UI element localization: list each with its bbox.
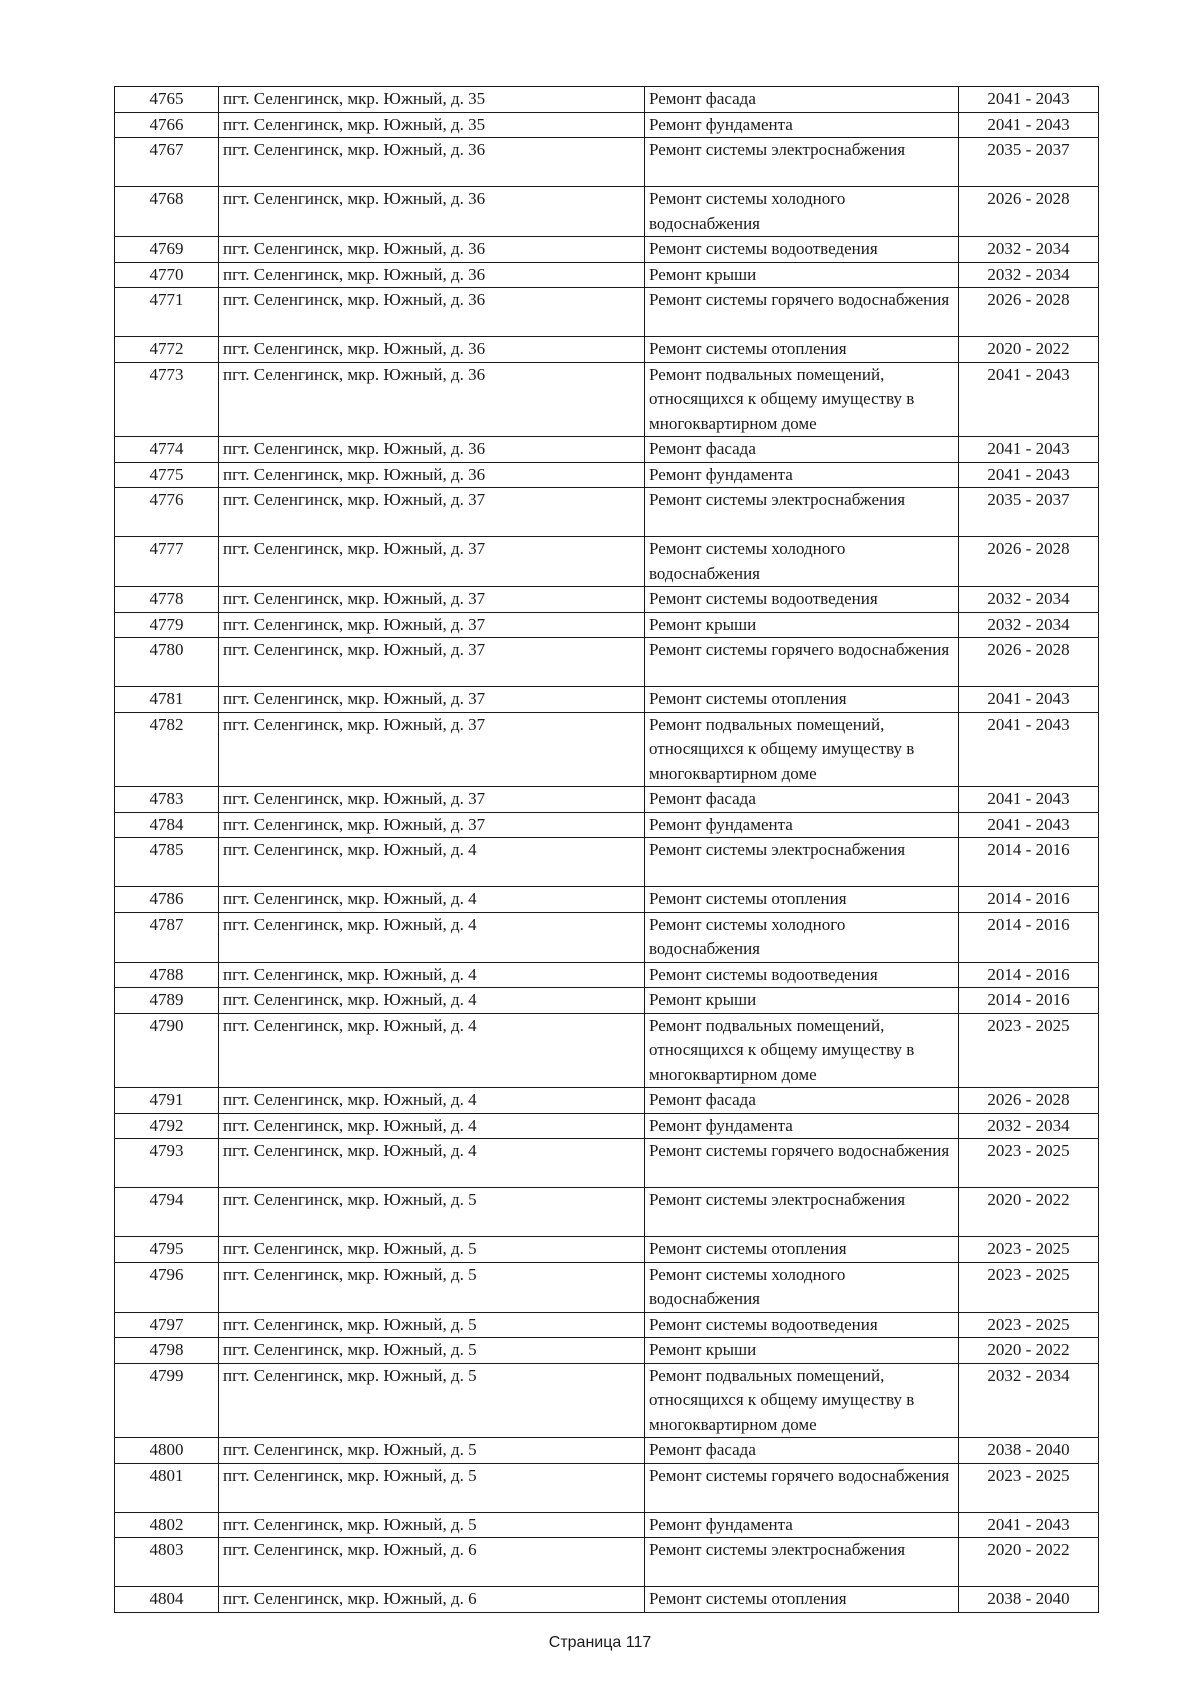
table-row: [115, 638, 1099, 687]
row-work-type: Ремонт системы электроснабжения: [645, 838, 959, 887]
row-address: пгт. Селенгинск, мкр. Южный, д. 4: [219, 1088, 645, 1114]
row-work-type: Ремонт системы горячего водоснабжения: [645, 1139, 959, 1188]
row-period: 2041 - 2043: [959, 362, 1099, 437]
row-period: 2014 - 2016: [959, 962, 1099, 988]
row-work-type: Ремонт системы холодного водоснабжения: [645, 1262, 959, 1312]
row-work-type: Ремонт фундамента: [645, 1512, 959, 1538]
row-number: 4777: [115, 537, 219, 587]
row-work-type: Ремонт фасада: [645, 1088, 959, 1114]
row-address: пгт. Селенгинск, мкр. Южный, д. 36: [219, 462, 645, 488]
row-work-type: Ремонт системы водоотведения: [645, 1312, 959, 1338]
table-row: [115, 87, 1099, 113]
row-period: 2038 - 2040: [959, 1587, 1099, 1613]
row-work-type: Ремонт системы отопления: [645, 887, 959, 913]
row-work-type: Ремонт фундамента: [645, 112, 959, 138]
row-period: 2026 - 2028: [959, 187, 1099, 237]
row-work-type: Ремонт системы горячего водоснабжения: [645, 1463, 959, 1512]
row-number: 4765: [115, 87, 219, 113]
row-work-type: Ремонт системы горячего водоснабжения: [645, 638, 959, 687]
row-work-type: Ремонт фасада: [645, 1438, 959, 1464]
table-row: [115, 462, 1099, 488]
table-row: [115, 912, 1099, 962]
table-row: [115, 1338, 1099, 1364]
row-work-type: Ремонт крыши: [645, 262, 959, 288]
row-address: пгт. Селенгинск, мкр. Южный, д. 36: [219, 237, 645, 263]
row-work-type: Ремонт подвальных помещений, относящихся к общему имуществу в многоквартирном доме: [645, 712, 959, 787]
row-address: пгт. Селенгинск, мкр. Южный, д. 36: [219, 138, 645, 187]
row-address: пгт. Селенгинск, мкр. Южный, д. 4: [219, 988, 645, 1014]
row-work-type: Ремонт системы отопления: [645, 687, 959, 713]
table-row: [115, 288, 1099, 337]
table-row: [115, 337, 1099, 363]
row-address: пгт. Селенгинск, мкр. Южный, д. 4: [219, 1013, 645, 1088]
row-period: 2041 - 2043: [959, 462, 1099, 488]
row-address: пгт. Селенгинск, мкр. Южный, д. 37: [219, 787, 645, 813]
row-number: 4780: [115, 638, 219, 687]
table-row: [115, 1088, 1099, 1114]
row-period: 2041 - 2043: [959, 1512, 1099, 1538]
table-row: [115, 587, 1099, 613]
table-row: [115, 1363, 1099, 1438]
table-body: [115, 87, 1099, 1613]
row-address: пгт. Селенгинск, мкр. Южный, д. 4: [219, 1113, 645, 1139]
row-period: 2023 - 2025: [959, 1312, 1099, 1338]
table-row: [115, 437, 1099, 463]
row-address: пгт. Селенгинск, мкр. Южный, д. 37: [219, 712, 645, 787]
row-number: 4797: [115, 1312, 219, 1338]
row-number: 4767: [115, 138, 219, 187]
row-number: 4766: [115, 112, 219, 138]
row-period: 2035 - 2037: [959, 488, 1099, 537]
row-period: 2035 - 2037: [959, 138, 1099, 187]
row-number: 4774: [115, 437, 219, 463]
row-number: 4799: [115, 1363, 219, 1438]
row-period: 2041 - 2043: [959, 87, 1099, 113]
row-number: 4789: [115, 988, 219, 1014]
table-row: [115, 962, 1099, 988]
row-number: 4796: [115, 1262, 219, 1312]
row-work-type: Ремонт системы водоотведения: [645, 237, 959, 263]
row-work-type: Ремонт системы водоотведения: [645, 962, 959, 988]
row-number: 4786: [115, 887, 219, 913]
table-row: [115, 1587, 1099, 1613]
row-work-type: Ремонт системы электроснабжения: [645, 1538, 959, 1587]
table-row: [115, 812, 1099, 838]
row-work-type: Ремонт фундамента: [645, 462, 959, 488]
row-number: 4771: [115, 288, 219, 337]
row-period: 2041 - 2043: [959, 437, 1099, 463]
table-row: [115, 887, 1099, 913]
row-work-type: Ремонт фундамента: [645, 812, 959, 838]
table-row: [115, 362, 1099, 437]
row-number: 4787: [115, 912, 219, 962]
row-address: пгт. Селенгинск, мкр. Южный, д. 4: [219, 962, 645, 988]
row-period: 2041 - 2043: [959, 787, 1099, 813]
row-work-type: Ремонт системы электроснабжения: [645, 488, 959, 537]
row-number: 4793: [115, 1139, 219, 1188]
row-address: пгт. Селенгинск, мкр. Южный, д. 5: [219, 1338, 645, 1364]
row-work-type: Ремонт фасада: [645, 437, 959, 463]
row-work-type: Ремонт системы холодного водоснабжения: [645, 537, 959, 587]
row-address: пгт. Селенгинск, мкр. Южный, д. 37: [219, 638, 645, 687]
row-period: 2038 - 2040: [959, 1438, 1099, 1464]
row-work-type: Ремонт системы электроснабжения: [645, 1188, 959, 1237]
row-number: 4785: [115, 838, 219, 887]
row-address: пгт. Селенгинск, мкр. Южный, д. 5: [219, 1188, 645, 1237]
row-period: 2032 - 2034: [959, 1113, 1099, 1139]
row-address: пгт. Селенгинск, мкр. Южный, д. 6: [219, 1587, 645, 1613]
row-work-type: Ремонт системы холодного водоснабжения: [645, 187, 959, 237]
page-number: Страница 117: [548, 1634, 652, 1651]
table-row: [115, 488, 1099, 537]
row-work-type: Ремонт фасада: [645, 87, 959, 113]
table-row: [115, 612, 1099, 638]
row-work-type: Ремонт крыши: [645, 1338, 959, 1364]
row-number: 4804: [115, 1587, 219, 1613]
row-number: 4791: [115, 1088, 219, 1114]
row-address: пгт. Селенгинск, мкр. Южный, д. 36: [219, 262, 645, 288]
row-number: 4795: [115, 1237, 219, 1263]
row-work-type: Ремонт подвальных помещений, относящихся к общему имуществу в многоквартирном доме: [645, 1013, 959, 1088]
row-number: 4800: [115, 1438, 219, 1464]
table-row: [115, 1237, 1099, 1263]
table-row: [115, 787, 1099, 813]
row-number: 4782: [115, 712, 219, 787]
row-number: 4802: [115, 1512, 219, 1538]
row-work-type: Ремонт системы холодного водоснабжения: [645, 912, 959, 962]
row-period: 2041 - 2043: [959, 687, 1099, 713]
row-work-type: Ремонт крыши: [645, 612, 959, 638]
row-address: пгт. Селенгинск, мкр. Южный, д. 4: [219, 912, 645, 962]
table-row: [115, 838, 1099, 887]
table-row: [115, 1512, 1099, 1538]
row-number: 4769: [115, 237, 219, 263]
repair-schedule-table: [114, 86, 1099, 1613]
table-row: [115, 1013, 1099, 1088]
row-address: пгт. Селенгинск, мкр. Южный, д. 5: [219, 1512, 645, 1538]
row-number: 4773: [115, 362, 219, 437]
row-work-type: Ремонт подвальных помещений, относящихся к общему имуществу в многоквартирном доме: [645, 1363, 959, 1438]
row-period: 2014 - 2016: [959, 838, 1099, 887]
row-number: 4779: [115, 612, 219, 638]
table-row: [115, 187, 1099, 237]
row-number: 4803: [115, 1538, 219, 1587]
row-address: пгт. Селенгинск, мкр. Южный, д. 36: [219, 337, 645, 363]
table-row: [115, 1312, 1099, 1338]
row-work-type: Ремонт крыши: [645, 988, 959, 1014]
row-period: 2014 - 2016: [959, 912, 1099, 962]
row-period: 2020 - 2022: [959, 337, 1099, 363]
row-address: пгт. Селенгинск, мкр. Южный, д. 5: [219, 1237, 645, 1263]
row-address: пгт. Селенгинск, мкр. Южный, д. 35: [219, 112, 645, 138]
row-work-type: Ремонт фасада: [645, 787, 959, 813]
table-row: [115, 687, 1099, 713]
row-work-type: Ремонт системы отопления: [645, 1587, 959, 1613]
table-row: [115, 1463, 1099, 1512]
row-address: пгт. Селенгинск, мкр. Южный, д. 37: [219, 687, 645, 713]
row-number: 4792: [115, 1113, 219, 1139]
table-row: [115, 237, 1099, 263]
row-work-type: Ремонт системы электроснабжения: [645, 138, 959, 187]
row-number: 4768: [115, 187, 219, 237]
row-address: пгт. Селенгинск, мкр. Южный, д. 35: [219, 87, 645, 113]
table-row: [115, 1438, 1099, 1464]
row-period: 2014 - 2016: [959, 887, 1099, 913]
row-address: пгт. Селенгинск, мкр. Южный, д. 4: [219, 838, 645, 887]
table-row: [115, 537, 1099, 587]
row-work-type: Ремонт системы горячего водоснабжения: [645, 288, 959, 337]
row-address: пгт. Селенгинск, мкр. Южный, д. 5: [219, 1363, 645, 1438]
row-number: 4788: [115, 962, 219, 988]
table-row: [115, 1113, 1099, 1139]
row-period: 2032 - 2034: [959, 237, 1099, 263]
row-number: 4778: [115, 587, 219, 613]
row-period: 2023 - 2025: [959, 1262, 1099, 1312]
table-row: [115, 712, 1099, 787]
row-work-type: Ремонт системы отопления: [645, 337, 959, 363]
row-period: 2041 - 2043: [959, 112, 1099, 138]
table-row: [115, 1262, 1099, 1312]
table-row: [115, 1538, 1099, 1587]
row-period: 2023 - 2025: [959, 1463, 1099, 1512]
row-address: пгт. Селенгинск, мкр. Южный, д. 37: [219, 537, 645, 587]
row-address: пгт. Селенгинск, мкр. Южный, д. 37: [219, 488, 645, 537]
table-row: [115, 988, 1099, 1014]
row-address: пгт. Селенгинск, мкр. Южный, д. 6: [219, 1538, 645, 1587]
row-number: 4783: [115, 787, 219, 813]
row-period: 2023 - 2025: [959, 1139, 1099, 1188]
row-number: 4794: [115, 1188, 219, 1237]
row-period: 2023 - 2025: [959, 1013, 1099, 1088]
table-row: [115, 1188, 1099, 1237]
row-address: пгт. Селенгинск, мкр. Южный, д. 5: [219, 1312, 645, 1338]
row-period: 2032 - 2034: [959, 262, 1099, 288]
row-address: пгт. Селенгинск, мкр. Южный, д. 37: [219, 612, 645, 638]
row-period: 2032 - 2034: [959, 587, 1099, 613]
row-period: 2026 - 2028: [959, 638, 1099, 687]
row-number: 4790: [115, 1013, 219, 1088]
row-number: 4784: [115, 812, 219, 838]
row-address: пгт. Селенгинск, мкр. Южный, д. 37: [219, 812, 645, 838]
row-work-type: Ремонт подвальных помещений, относящихся к общему имуществу в многоквартирном доме: [645, 362, 959, 437]
row-address: пгт. Селенгинск, мкр. Южный, д. 36: [219, 362, 645, 437]
row-number: 4776: [115, 488, 219, 537]
row-period: 2026 - 2028: [959, 1088, 1099, 1114]
row-address: пгт. Селенгинск, мкр. Южный, д. 4: [219, 887, 645, 913]
row-number: 4798: [115, 1338, 219, 1364]
row-work-type: Ремонт системы водоотведения: [645, 587, 959, 613]
row-period: 2023 - 2025: [959, 1237, 1099, 1263]
row-work-type: Ремонт системы отопления: [645, 1237, 959, 1263]
row-address: пгт. Селенгинск, мкр. Южный, д. 5: [219, 1463, 645, 1512]
row-period: 2020 - 2022: [959, 1188, 1099, 1237]
row-period: 2026 - 2028: [959, 288, 1099, 337]
row-number: 4770: [115, 262, 219, 288]
row-number: 4781: [115, 687, 219, 713]
row-period: 2020 - 2022: [959, 1338, 1099, 1364]
row-period: 2020 - 2022: [959, 1538, 1099, 1587]
row-period: 2026 - 2028: [959, 537, 1099, 587]
row-address: пгт. Селенгинск, мкр. Южный, д. 37: [219, 587, 645, 613]
table-row: [115, 112, 1099, 138]
table-row: [115, 138, 1099, 187]
row-address: пгт. Селенгинск, мкр. Южный, д. 4: [219, 1139, 645, 1188]
row-address: пгт. Селенгинск, мкр. Южный, д. 36: [219, 288, 645, 337]
table-row: [115, 262, 1099, 288]
table-row: [115, 1139, 1099, 1188]
row-address: пгт. Селенгинск, мкр. Южный, д. 36: [219, 437, 645, 463]
row-period: 2014 - 2016: [959, 988, 1099, 1014]
row-number: 4775: [115, 462, 219, 488]
row-address: пгт. Селенгинск, мкр. Южный, д. 5: [219, 1262, 645, 1312]
row-number: 4801: [115, 1463, 219, 1512]
row-period: 2041 - 2043: [959, 712, 1099, 787]
row-period: 2032 - 2034: [959, 612, 1099, 638]
row-period: 2041 - 2043: [959, 812, 1099, 838]
row-period: 2032 - 2034: [959, 1363, 1099, 1438]
row-address: пгт. Селенгинск, мкр. Южный, д. 5: [219, 1438, 645, 1464]
row-address: пгт. Селенгинск, мкр. Южный, д. 36: [219, 187, 645, 237]
row-work-type: Ремонт фундамента: [645, 1113, 959, 1139]
row-number: 4772: [115, 337, 219, 363]
